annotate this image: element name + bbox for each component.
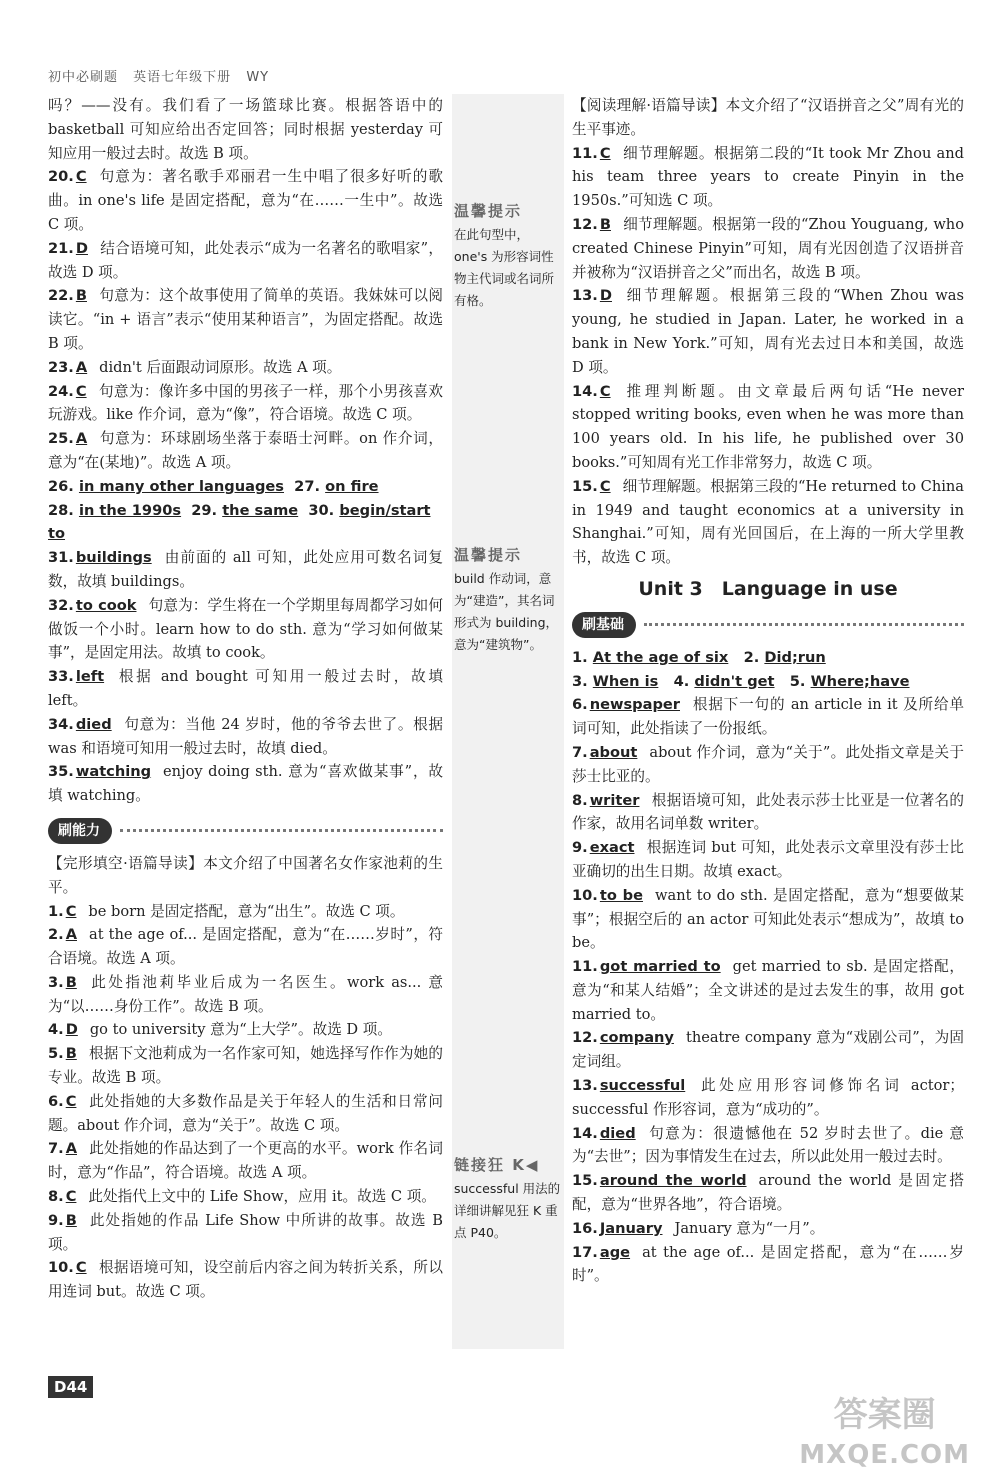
banner-label: 刷基础 — [572, 612, 636, 638]
item-answer: died — [75, 715, 112, 733]
answer-item — [572, 789, 964, 837]
answer-item — [48, 1209, 443, 1257]
item-explanation: 此处应用形容词修饰名词 actor；successful 作形容词，意为“成功的”。 — [572, 1077, 964, 1118]
item-number: 23. — [48, 358, 74, 376]
item-explanation: want to do sth. 是固定搭配，意为“想要做某事”；根据空后的 an actor 可知此处表示“想成为”，故填 to be。 — [572, 886, 964, 952]
cloze-intro: 【完形填空·语篇导读】本文介绍了中国著名女作家池莉的生平。 — [48, 854, 443, 896]
item-number: 17. — [572, 1243, 598, 1261]
answer-item — [572, 693, 964, 741]
answer-item — [572, 955, 964, 1026]
item-number: 4. — [48, 1021, 64, 1039]
item-explanation: 结合语境可知，此处表示“成为一名著名的歌唱家”，故选 D 项。 — [48, 239, 443, 281]
item-explanation: 根据语境可知，此处表示莎士比亚是一位著名的作家，故用名词单数 writer。 — [572, 791, 964, 833]
item-number: 13. — [572, 287, 598, 305]
item-number: 22. — [48, 287, 74, 305]
item-answer: C — [75, 382, 87, 400]
item-explanation: 推理判断题。由文章最后两句话“He never stopped writing books, even when he was more than 100 years old. In his life, he published over 30 books.”可知周有光工作非常努力，故选 C 项。 — [572, 382, 964, 471]
answer-item — [48, 356, 443, 380]
item-number: 9. — [48, 1211, 64, 1229]
answer-item — [572, 1217, 964, 1241]
item-answer: A — [75, 358, 88, 376]
page-header — [48, 66, 279, 85]
unit-title: Unit 3 Language in use — [638, 577, 898, 600]
item-explanation: enjoy doing sth. 意为“喜欢做某事”，故填 watching。 — [48, 763, 443, 805]
item-explanation: 此处指池莉毕业后成为一名医生。work as... 意为“以……身份工作”。故选 B 项。 — [48, 973, 443, 1015]
item-answer: company — [599, 1029, 674, 1047]
item-number: 9. — [572, 839, 588, 857]
item-explanation: 细节理解题。根据第三段的“When Zhou was young, he studied in Japan. Later, he worked in a bank in New York.”可知，周有光去过日本和美国，故选 D 项。 — [572, 287, 964, 376]
item-answer: C — [75, 168, 87, 186]
item-explanation: 细节理解题。根据第三段的“He returned to China in 1949 and taught economics at a university in Shanghai.”可知，周有光回国后，在上海的一所大学里教书，故选 C 项。 — [572, 477, 964, 567]
answer-item — [48, 546, 443, 594]
item-explanation: at the age of... 是固定搭配，意为“在……岁时”。 — [572, 1243, 964, 1285]
item-explanation: at the age of... 是固定搭配，意为“在……岁时”，符合语境。故选 A 项。 — [48, 926, 443, 968]
answer-list-2 — [48, 546, 443, 808]
item-number: 14. — [572, 382, 598, 400]
answer-item — [48, 380, 443, 428]
item-number: 1. — [48, 902, 64, 920]
item-explanation: 根据下一句的 an article in it 及所给单词可知，此处指读了一份报纸。 — [572, 696, 964, 738]
item-explanation: January 意为“一月”。 — [674, 1219, 825, 1237]
banner-label: 刷能力 — [48, 818, 112, 844]
answer-item — [48, 923, 443, 971]
answer-item — [572, 475, 964, 570]
item-explanation: 细节理解题。根据第二段的“It took Mr Zhou and his team three years to create Pinyin in the 1950s.”可知选 C 项。 — [572, 144, 964, 210]
item-number: 12. — [572, 215, 598, 233]
watermark-top: 答案圈 — [833, 1395, 936, 1435]
item-answer: got married to — [599, 958, 721, 976]
item-answer: buildings — [75, 549, 152, 567]
item-number: 11. — [572, 958, 598, 976]
item-answer: D — [65, 1021, 78, 1039]
item-answer: C — [65, 902, 77, 920]
answer-item — [572, 1074, 964, 1122]
answer-item — [48, 284, 443, 355]
item-number: 5. — [48, 1045, 64, 1063]
item-answer: B — [65, 1211, 77, 1229]
answer-item — [48, 1185, 443, 1209]
item-explanation: 句意为：环球剧场坐落于泰晤士河畔。on 作介词，意为“在(某地)”。故选 A 项。 — [48, 430, 443, 471]
item-explanation: about 作介词，意为“关于”。此处指文章是关于莎士比亚的。 — [572, 743, 964, 785]
section-banner-basics — [572, 612, 964, 638]
item-answer: C — [65, 1188, 77, 1206]
item-answer: about — [589, 743, 638, 761]
answer-line-3: 3. When is 4. didn't get 5. Where;have — [572, 672, 910, 690]
item-answer: C — [599, 144, 611, 162]
item-number: 13. — [572, 1077, 598, 1095]
answer-item — [48, 237, 443, 285]
answer-list-3 — [48, 900, 443, 1305]
item-answer: B — [599, 215, 611, 233]
item-number: 14. — [572, 1124, 598, 1142]
item-answer: B — [75, 287, 87, 305]
item-answer: D — [599, 287, 612, 305]
item-explanation: be born 是固定搭配，意为“出生”。故选 C 项。 — [88, 902, 405, 920]
item-number: 2. — [48, 926, 64, 944]
item-number: 12. — [572, 1029, 598, 1047]
item-explanation: 句意为：很遗憾他在 52 岁时去世了。die 意为“去世”；因为事情发生在过去，所以此处用一般过去时。 — [572, 1124, 964, 1166]
answer-item — [48, 713, 443, 761]
item-answer: C — [599, 382, 611, 400]
item-answer: successful — [599, 1077, 686, 1095]
answer-item — [48, 1137, 443, 1185]
answer-item — [572, 142, 964, 213]
answer-line-28: 28. in the 1990s 29. the same 30. begin/start to — [48, 501, 431, 543]
item-explanation: around the world 是固定搭配，意为“世界各地”，符合语境。 — [572, 1172, 964, 1214]
item-number: 11. — [572, 144, 598, 162]
book-name: 初中必刷题 — [48, 70, 119, 85]
dotted-rule — [120, 829, 443, 832]
item-number: 10. — [48, 1259, 74, 1277]
item-answer: B — [65, 973, 77, 991]
answer-item — [48, 1256, 443, 1304]
item-answer: newspaper — [589, 696, 680, 714]
item-explanation: 句意为：这个故事使用了简单的英语。我妹妹可以阅读它。“in + 语言”表示“使用某种语言”，为固定搭配。故选 B 项。 — [48, 287, 443, 352]
item-answer: C — [75, 1259, 87, 1277]
item-number: 21. — [48, 239, 74, 257]
answer-item — [48, 1090, 443, 1138]
tip-text: build 作动词，意为“建造”，其名词形式为 building，意为“建筑物”。 — [454, 571, 559, 652]
item-number: 33. — [48, 668, 74, 686]
dotted-rule — [644, 623, 964, 626]
answer-item — [572, 380, 964, 475]
answer-item — [572, 284, 964, 379]
reading-intro: 【阅读理解·语篇导读】本文介绍了“汉语拼音之父”周有光的生平事迹。 — [572, 97, 964, 138]
item-answer: to be — [599, 886, 643, 904]
watermark-logo — [799, 1395, 970, 1475]
answer-item — [48, 165, 443, 236]
answer-item — [572, 1122, 964, 1170]
item-answer: around the world — [599, 1172, 747, 1190]
answer-item — [572, 836, 964, 884]
item-explanation: 句意为：当他 24 岁时，他的爷爷去世了。根据 was 和语境可知用一般过去时，故填 died。 — [48, 715, 443, 757]
item-answer: B — [65, 1045, 77, 1063]
right-column — [572, 94, 964, 1288]
item-explanation: theatre company 意为“戏剧公司”，为固定词组。 — [572, 1029, 964, 1071]
continued-explanation: 吗？——没有。我们看了一场篮球比赛。根据答语中的 basketball 可知应给出否定回答；同时根据 yesterday 可知应用一般过去时。故选 B 项。 — [48, 97, 443, 162]
answer-item — [48, 760, 443, 808]
item-explanation: 句意为：像许多中国的男孩子一样，那个小男孩喜欢玩游戏。like 作介词，意为“像”，符合语境。故选 C 项。 — [48, 382, 443, 424]
section-banner-ability — [48, 818, 443, 844]
item-answer: January — [599, 1219, 663, 1237]
item-explanation: 此处指她的作品 Life Show 中所讲的故事。故选 B 项。 — [48, 1211, 443, 1253]
item-answer: to cook — [75, 596, 137, 614]
item-explanation: 句意为：学生将在一个学期里每周都学习如何做饭一个小时。learn how to do sth. 意为“学习如何做某事”，是固定用法。故填 to cook。 — [48, 596, 443, 662]
answer-item — [572, 741, 964, 789]
tip-text: successful 用法的详细讲解见狂 K 重点 P40。 — [454, 1181, 561, 1240]
item-answer: A — [65, 1140, 77, 1158]
answer-list-5 — [572, 693, 964, 1288]
answer-item — [48, 1042, 443, 1090]
item-number: 16. — [572, 1219, 598, 1237]
tip-box-1 — [454, 200, 562, 312]
item-number: 15. — [572, 1172, 598, 1190]
item-answer: died — [599, 1124, 636, 1142]
item-explanation: 此处指她的作品达到了一个更高的水平。work 作名词时，意为“作品”，符合语境。故选 A 项。 — [48, 1140, 443, 1182]
answer-item — [572, 1169, 964, 1217]
item-explanation: 此处指她的大多数作品是关于年轻人的生活和日常问题。about 作介词，意为“关于”。故选 C 项。 — [48, 1092, 443, 1134]
watermark-bottom: MXQE.COM — [799, 1440, 970, 1470]
item-number: 31. — [48, 549, 74, 567]
item-answer: watching — [75, 763, 152, 781]
left-column — [48, 94, 443, 1304]
tip-box-3 — [454, 1154, 562, 1244]
answer-item — [48, 971, 443, 1019]
item-explanation: 根据下文池莉成为一名作家可知，她选择写作作为她的专业。故选 B 项。 — [48, 1045, 443, 1087]
item-number: 8. — [572, 791, 588, 809]
item-number: 35. — [48, 763, 74, 781]
tip-box-2 — [454, 544, 562, 656]
answer-line-1: 1. At the age of six 2. Did;run — [572, 648, 826, 666]
item-answer: A — [65, 926, 77, 944]
answer-item — [572, 1241, 964, 1289]
tip-title: 温馨提示 — [454, 202, 523, 220]
item-answer: A — [75, 430, 88, 448]
item-number: 8. — [48, 1188, 64, 1206]
answer-item — [572, 884, 964, 955]
item-number: 6. — [572, 696, 588, 714]
item-explanation: 根据连词 but 可知，此处表示文章里没有莎士比亚确切的出生日期。故填 exact。 — [572, 839, 964, 880]
item-number: 7. — [48, 1140, 64, 1158]
answer-item — [48, 594, 443, 665]
item-number: 20. — [48, 168, 74, 186]
item-number: 6. — [48, 1092, 64, 1110]
item-answer: age — [599, 1243, 631, 1261]
tip-title: 链接狂 K◀ — [454, 1156, 540, 1174]
item-number: 25. — [48, 430, 74, 448]
item-answer: C — [65, 1092, 77, 1110]
item-explanation: 句意为：著名歌手邓丽君一生中唱了很多好听的歌曲。in one's life 是固定搭配，意为“在……一生中”。故选 C 项。 — [48, 168, 443, 233]
item-number: 24. — [48, 382, 74, 400]
answer-list-4 — [572, 142, 964, 570]
item-explanation: 细节理解题。根据第一段的“Zhou Youguang, who created Chinese Pinyin”可知，周有光因创造了汉语拼音并被称为“汉语拼音之父”而出名，故选 B 项。 — [572, 215, 964, 281]
item-answer: exact — [589, 839, 635, 857]
answer-item — [572, 213, 964, 284]
answer-line-26: 26. in many other languages 27. on fire — [48, 477, 379, 495]
item-number: 10. — [572, 886, 598, 904]
answer-item — [48, 1018, 443, 1042]
item-number: 15. — [572, 477, 598, 495]
item-number: 34. — [48, 715, 74, 733]
answer-list-1 — [48, 165, 443, 474]
answer-item — [48, 427, 443, 475]
item-number: 32. — [48, 596, 74, 614]
subject-name: 英语七年级下册 — [133, 70, 232, 85]
item-answer: left — [75, 668, 105, 686]
tip-title: 温馨提示 — [454, 546, 523, 564]
answer-item — [48, 665, 443, 713]
item-number: 7. — [572, 743, 588, 761]
answer-item — [48, 900, 443, 924]
edition-code: WY — [246, 70, 270, 85]
tip-text: 在此句型中，one's 为形容词性物主代词或名词所有格。 — [454, 227, 555, 308]
item-explanation: 此处指代上文中的 Life Show，应用 it。故选 C 项。 — [88, 1188, 436, 1206]
item-explanation: go to university 意为“上大学”。故选 D 项。 — [89, 1021, 392, 1039]
item-explanation: 根据 and bought 可知用一般过去时，故填 left。 — [48, 668, 443, 709]
answer-item — [572, 1026, 964, 1074]
page-number: D44 — [48, 1376, 93, 1398]
item-explanation: 由前面的 all 可知，此处应用可数名词复数，故填 buildings。 — [48, 549, 443, 590]
item-explanation: didn't 后面跟动词原形。故选 A 项。 — [99, 358, 342, 376]
item-explanation: 根据语境可知，设空前后内容之间为转折关系，所以用连词 but。故选 C 项。 — [48, 1259, 443, 1301]
item-explanation: get married to sb. 是固定搭配，意为“和某人结婚”；全文讲述的是过去发生的事，故用 got married to。 — [572, 958, 964, 1023]
item-answer: writer — [589, 791, 640, 809]
item-number: 3. — [48, 973, 64, 991]
item-answer: C — [599, 477, 611, 495]
item-answer: D — [75, 239, 88, 257]
